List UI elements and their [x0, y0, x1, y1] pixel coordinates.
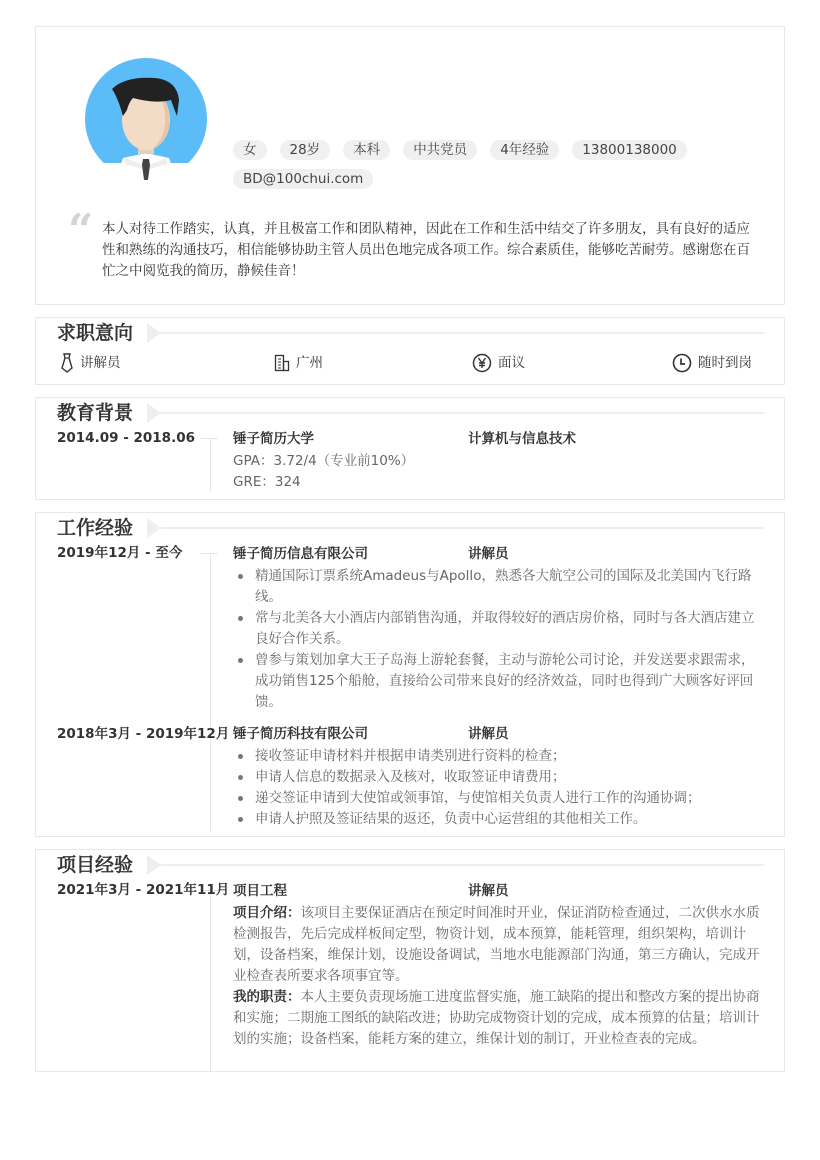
edu-date: 2014.09 - 2018.06: [57, 430, 195, 446]
intent-position-label: 讲解员: [80, 355, 121, 371]
timeline-line: [210, 438, 211, 492]
tag-phone: 13800138000: [572, 140, 686, 160]
section-divider: [161, 527, 764, 529]
section-arrow-icon: [147, 518, 161, 538]
timeline-tick: [200, 553, 218, 554]
intent-salary: [472, 352, 525, 374]
section-title: 工作经验: [57, 517, 134, 539]
project-date: 2021年3月 - 2021年11月: [57, 882, 230, 898]
list-item: 申请人护照及签证结果的返还，负责中心运营组的其他相关工作。: [233, 809, 763, 830]
quote-icon: “: [68, 205, 94, 256]
list-item: 常与北美各大小酒店内部销售沟通，并取得较好的酒店房价格，同时与各大酒店建立良好合作关系。: [233, 608, 763, 650]
intent-city: [274, 352, 323, 374]
section-divider: [161, 412, 764, 414]
section-title: 项目经验: [57, 854, 134, 876]
project-intro-text: 该项目主要保证酒店在预定时间准时开业，保证消防检查通过，二次供水水质检测报告，先后完成样板间定型，物资计划，成本预算，能耗管理，组织架构，培训计划，设备档案，维保计划，设施设备调试，当地水电能源部门沟通，第三方确认，完成开业检查表所要求各项事宜等。: [233, 905, 760, 984]
project-intro: [233, 903, 763, 987]
timeline-line: [210, 890, 211, 1072]
tag-degree: 本科: [343, 140, 390, 160]
project-intro-label: 项目介绍：: [233, 905, 301, 921]
avatar: [85, 58, 207, 180]
edu-school: 锤子简历大学: [233, 431, 314, 447]
section-project-experience: [35, 849, 785, 1072]
timeline-line: [210, 553, 211, 831]
section-divider: [161, 864, 764, 866]
list-item: 申请人信息的数据录入及核对，收取签证申请费用；: [233, 767, 763, 788]
building-icon: [274, 354, 290, 372]
work-duties-list: [233, 566, 763, 713]
project-role: 讲解员: [468, 883, 509, 899]
self-summary: 本人对待工作踏实，认真，并且极富工作和团队精神，因此在工作和生活中结交了许多朋友，具有良好的适应性和熟练的沟通技巧，相信能够协助主管人员出色地完成各项工作。综合素质佳，能够吃苦耐劳。感谢您在百忙之中阅览我的简历，静候佳音！: [102, 221, 750, 279]
profile-tags: [233, 139, 763, 197]
tag-email: BD@100chui.com: [233, 169, 373, 189]
work-company: 锤子简历信息有限公司: [233, 546, 368, 562]
timeline-tick: [200, 438, 218, 439]
edu-gre: GRE：324: [233, 474, 301, 490]
intent-position: [60, 352, 121, 374]
yen-icon: [472, 353, 492, 373]
section-arrow-icon: [147, 855, 161, 875]
clock-icon: [672, 353, 692, 373]
edu-major: 计算机与信息技术: [468, 431, 576, 447]
section-job-intention: [35, 317, 785, 385]
project-duty-label: 我的职责：: [233, 989, 301, 1005]
section-arrow-icon: [147, 323, 161, 343]
work-duties-list: [233, 746, 763, 830]
tag-experience: 4年经验: [490, 140, 559, 160]
project-duty-text: 本人主要负责现场施工进度监督实施，施工缺陷的提出和整改方案的提出协商和实施；二期施工图纸的缺陷改进；协助完成物资计划的完成，成本预算的估量；培训计划的实施；设备档案，能耗方案的建立，维保计划的制订，开业检查表的完成。: [233, 989, 760, 1047]
section-title: 教育背景: [57, 402, 134, 424]
section-divider: [161, 332, 764, 334]
section-work-experience: [35, 512, 785, 837]
work-date: 2018年3月 - 2019年12月: [57, 726, 230, 742]
intent-city-label: 广州: [296, 355, 323, 371]
project-duty: [233, 987, 763, 1050]
intent-salary-label: 面议: [498, 355, 525, 371]
work-role: 讲解员: [468, 546, 509, 562]
tag-political: 中共党员: [403, 140, 477, 160]
tag-age: 28岁: [280, 140, 331, 160]
section-arrow-icon: [147, 403, 161, 423]
list-item: 递交签证申请到大使馆或领事馆，与使馆相关负责人进行工作的沟通协调；: [233, 788, 763, 809]
profile-card: [35, 26, 785, 305]
list-item: 精通国际订票系统Amadeus与Apollo，熟悉各大航空公司的国际及北美国内飞行路线。: [233, 566, 763, 608]
avatar-person-icon: [85, 58, 207, 180]
section-title: 求职意向: [57, 322, 134, 344]
intent-availability: [672, 352, 752, 374]
section-education: [35, 397, 785, 500]
tie-icon: [60, 353, 74, 373]
edu-gpa: GPA：3.72/4（专业前10%）: [233, 453, 415, 469]
list-item: 曾参与策划加拿大王子岛海上游轮套餐，主动与游轮公司讨论，并发送要求跟需求，成功销售125个船舱，直接给公司带来良好的经济效益，同时也得到广大顾客好评回馈。: [233, 650, 763, 713]
project-name: 项目工程: [233, 883, 287, 899]
work-company: 锤子简历科技有限公司: [233, 726, 368, 742]
list-item: 接收签证申请材料并根据申请类别进行资料的检查；: [233, 746, 763, 767]
work-role: 讲解员: [468, 726, 509, 742]
work-date: 2019年12月 - 至今: [57, 545, 183, 561]
tag-gender: 女: [233, 140, 267, 160]
intent-availability-label: 随时到岗: [698, 355, 752, 371]
